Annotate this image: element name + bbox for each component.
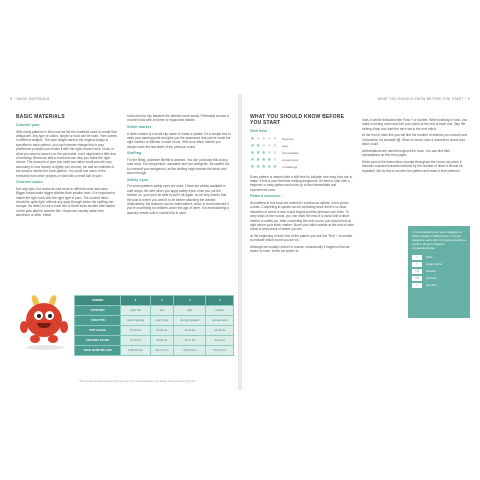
legend-row (412, 282, 466, 289)
legend-row (412, 254, 466, 261)
box-text: In some patterns we use a diagram to better explain a difficult part. In those diagrams each stitch is represented by a symbol. Read a diagram counterclockwise. (412, 230, 466, 251)
star-icon: ★ (255, 135, 261, 142)
symbol-legend (412, 254, 466, 289)
legend-label: single crochet (426, 262, 443, 266)
table-cell: 21-32 sts (121, 336, 149, 345)
table-cell: 5.5-6.5 mm (206, 346, 233, 355)
star-icon: ★ (272, 156, 278, 163)
star-icon: ★ (272, 142, 278, 149)
star-icon: ★ (261, 156, 266, 163)
right-column-2 (362, 118, 468, 175)
right-folio: WHAT YOU SHOULD KNOW BEFORE YOU START ~ 9 (377, 97, 470, 101)
table-cell: 16-20 sts (151, 336, 174, 345)
heading-stuffing: Stuffing (127, 151, 142, 156)
legend-label: decrease (426, 276, 437, 280)
star-icon: ★ (267, 163, 272, 170)
stitch-symbol-icon: ×V (412, 269, 422, 274)
legend-label: increase (426, 269, 436, 273)
star-icon: ★ (255, 142, 261, 149)
heading-marker: Stitch marker (127, 125, 152, 129)
amigurumi-photo (12, 289, 76, 355)
skill-level-row (250, 136, 354, 143)
table-cell: 2 (174, 296, 205, 305)
table-cell: CATEGORY (75, 306, 120, 315)
right-column-1 (250, 114, 354, 256)
table-cell: super fine (121, 306, 149, 315)
skill-level-label: easy (282, 143, 289, 148)
star-rating (250, 158, 282, 163)
stitch-symbol-icon: ○ (412, 255, 422, 260)
star-icon: ★ (272, 135, 278, 142)
table-cell: NUMBER (75, 296, 120, 305)
paragraph: At the beginning of each line of the pattern you will find 'Rnd' + a number to indicate which round you are on. (250, 234, 353, 243)
table-cell: light (174, 306, 205, 315)
section-title: WHAT YOU SHOULD KNOW BEFORE YOU START (250, 114, 345, 126)
skill-level-label: beginner (282, 136, 294, 141)
heading-skill: Skill level (250, 129, 268, 133)
skill-level-label: intermediate (282, 150, 299, 155)
table-cell: 2.25-3.5 mm (121, 346, 149, 355)
legend-row (412, 261, 466, 268)
left-page (6, 94, 238, 390)
skill-level-list (250, 136, 354, 171)
star-icon: ★ (261, 163, 266, 170)
table-cell: 11-14 sts (206, 336, 233, 345)
table-cell: 4.5-5.5 mm (174, 346, 205, 355)
star-icon: ★ (267, 135, 272, 142)
section-title: BASIC MATERIALS (16, 114, 65, 120)
legend-row (412, 268, 466, 275)
stitch-symbol-icon: • (412, 283, 422, 288)
table-cell: 3.5-4.5 mm (151, 346, 174, 355)
skill-level-row (250, 164, 354, 171)
heading-hooks: Crochet hooks (16, 180, 43, 185)
star-icon: ★ (267, 156, 272, 163)
heading-eyes: Safety eyes (127, 177, 148, 182)
star-rating (250, 165, 282, 170)
stitch-symbol-icon: × (412, 262, 422, 267)
table-row (75, 336, 233, 345)
star-icon: ★ (255, 156, 261, 163)
paragraph: A stitch marker is a small clip made of metal or plastic. It's a simple tool to mark your starting point and give you the assurance that you've made the right number of stitches in each round. With your stitch marker you always mark the last stitch of the previous round. (127, 131, 231, 149)
star-icon: ★ (250, 163, 255, 170)
left-folio: 8 ~ BASIC MATERIALS (10, 97, 50, 101)
paragraph: rows, it will be indicated with 'Row' + a number. When working in rows, you make a turning chain and turn your piece at the end of each row. Skip the turning chain and start the next row in the next stitch. (362, 118, 468, 131)
paragraph: Not only yarn, but hooks as well come in different sorts and sizes. Bigger hooks make bigger stitches than smaller ones. It is important to match the right hook with the right type of yarn. The crochet fabric should be quite tight, without any gaps through which the stuffing can escape. It's better to use a hook two or three sizes smaller than stated on the yarn label to achieve this. Hooks are usually made from aluminum or steel. Metal (16, 186, 116, 218)
star-icon: ★ (272, 149, 278, 156)
heading-structure: Pattern structure (250, 194, 281, 199)
table-cell: 23-26 sts (151, 326, 174, 335)
paragraph: Abbreviations are used throughout the book. You can find their explanations on the next pages. (362, 148, 451, 158)
legend-label: chain (426, 255, 433, 259)
table-cell: sport, baby (151, 316, 174, 325)
legend-label: slip stitch (426, 283, 437, 287)
star-icon: ★ (272, 163, 278, 170)
legend-row (412, 275, 466, 282)
table-cell: 21-24 sts (174, 326, 205, 335)
table-footnote: * The numbers are approximately and may vary, it is a recommendation only. Always check your hook and yarn. (78, 380, 196, 383)
paragraph: All patterns in this book are worked in continuous spirals, not in joined rounds. Crocheting in spirals can be confusing since there's no clear indication of where a new round begins and the previous one ends. To keep track of the rounds, you can mark the end of a round with a stitch marker or safety pin. After crocheting the next round, you should end up right above your stitch marker. Move your stitch marker at the end of each round to keep track of where you are. (250, 201, 354, 232)
left-column-1 (16, 114, 118, 220)
table-cell: 3 (206, 296, 233, 305)
table-cell: dk, light worsted (174, 316, 205, 325)
skill-level-label: experienced (282, 157, 299, 162)
stitch-symbol-icon: ×Λ (412, 276, 422, 281)
star-icon: ★ (267, 149, 272, 156)
paragraph: At the end of each line you will find the number of stitches you should have in brackets, for example [8]. When in doubt, take a moment to check your stitch count. (362, 133, 468, 147)
table-cell: worsted, aran (206, 316, 233, 325)
star-icon: ★ (250, 156, 255, 163)
table-cell: 12-17 sts (174, 336, 205, 345)
table-row (75, 306, 233, 315)
table-cell: CROCHET GAUGE (75, 336, 120, 345)
paragraph: For the filling, polyester fiberfill is advised. You can purchase this at any craft shop. It is inexpensive, washable and non-allergenic. Be careful not to overstuff your amigurumi, as the stuffing might stretch the fabric and show through. (127, 158, 230, 176)
skill-level-row (250, 143, 354, 150)
star-icon: ★ (261, 135, 266, 142)
table-cell: medium (206, 306, 233, 315)
table-row (75, 346, 233, 355)
star-icon: ★ (261, 142, 266, 149)
diagram-info-box (408, 226, 470, 318)
heading-yarn: Colorful yarn (16, 123, 40, 127)
table-cell: KNIT GAUGE (75, 326, 120, 335)
star-icon: ★ (255, 163, 261, 170)
paragraph: hooks tend to slip between the stitches more easily. Preferably choose a crochet hook with a rubber or ergonomic handle. (127, 114, 229, 123)
table-cell: 0 (121, 296, 149, 305)
star-icon: ★ (255, 149, 261, 156)
paragraph: With many patterns in this book we list the materials used to create that amigurumi. Any type of cotton, acrylic or wool can be used. Yarn comes in different weights. The yarn weight used in the original design is specified in each pattern, you can however change this to your preference provided you match it with the right crochet hook. Much of what you need to know is on the yarn label, but it might take a little trial of deciding. Below we add a chart that can help you make the right choice. The amounts of yarn you need are rather small and will vary according to how loosely or tightly you crochet; we add an estimate of the amount needed for each pattern. You could use some of the remnants from other projects or start with a small ball of yarn. (16, 129, 117, 178)
table-cell: fine (151, 306, 174, 315)
left-column-2 (127, 114, 231, 217)
star-rating (250, 144, 282, 149)
skill-level-row (250, 157, 354, 164)
table-cell: 27-32 sts (121, 326, 149, 335)
skill-level-row (250, 150, 354, 157)
book-spread (6, 94, 474, 390)
skill-level-label: a challenge (282, 164, 298, 169)
table-row (75, 326, 233, 335)
star-icon: ★ (267, 142, 272, 149)
star-rating (250, 137, 282, 142)
star-icon: ★ (250, 142, 255, 149)
paragraph: When part of the instructions repeats throughout the round, we place it between rounded brackets followed by the number of times it should be repeated. We do this to shorten the pattern and make it less cluttered. (362, 159, 463, 173)
star-icon: ★ (250, 135, 255, 142)
star-icon: ★ (250, 149, 255, 156)
table-row (75, 316, 233, 325)
table-cell: 1 (151, 296, 174, 305)
right-page (242, 94, 474, 390)
yarn-weight-table (74, 295, 234, 356)
table-cell: sock, fingering (121, 316, 149, 325)
star-icon: ★ (261, 149, 266, 156)
table-header-row (75, 296, 233, 305)
paragraph: Every pattern is marked with a skill level to indicate how easy they are to make. If this is your first time making amigurumi, it's best to start with a beginner or easy pattern and work up to the intermediate and experienced ones. (250, 174, 353, 192)
paragraph: Although we usually crochet in rounds, occasionally it happens that we switch to rows. When we switch to (250, 245, 350, 254)
star-rating (250, 151, 282, 156)
table-cell: HOOK IN METRIC SIZE (75, 346, 120, 355)
table-cell: 16-20 sts (206, 326, 233, 335)
paragraph: For some patterns safety eyes are used. These are widely available in craft shops. Be alert when you apply safety eyes: once you put the washer on, you won't be able to pull it off again, so be very careful that the post is where you want it to be before attaching the washer. Alternatively, the features can be embroidered, which is recommended if you're crocheting for children under the age of three. For embroidering a tapestry needle with a rounded tip is used. (127, 184, 229, 215)
table-cell: YARN TYPE (75, 316, 120, 325)
